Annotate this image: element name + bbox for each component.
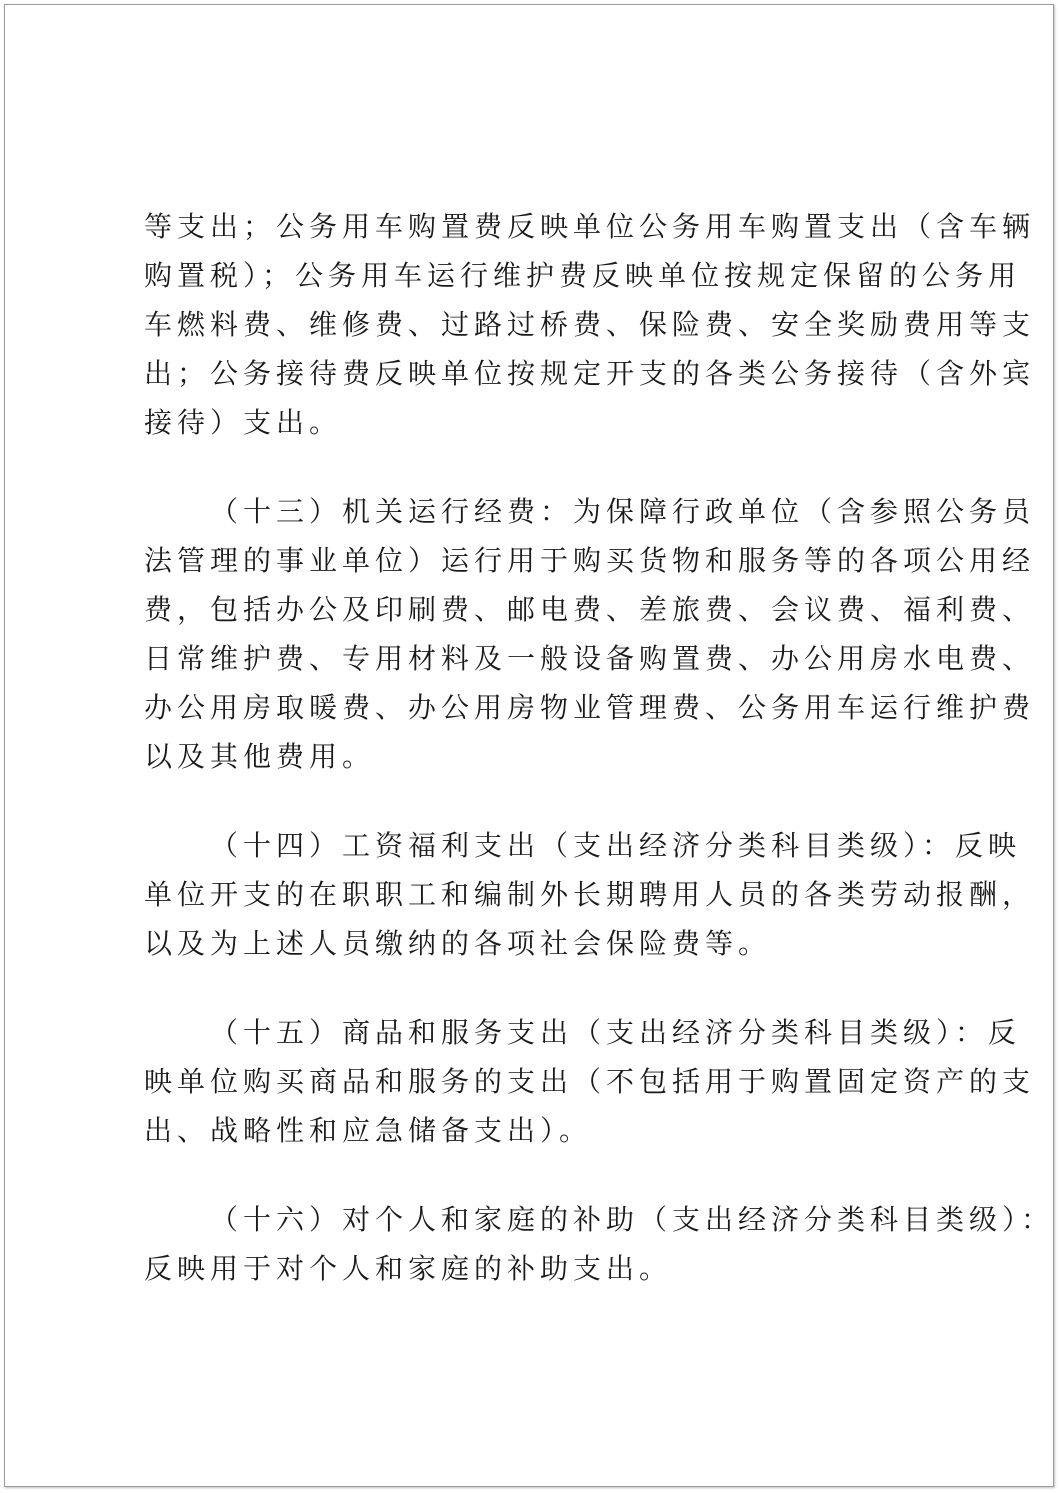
text-line: 等支出；公务用车购置费反映单位公务用车购置支出（含车辆 <box>144 210 1036 243</box>
text-line: 法管理的事业单位）运行用于购买货物和服务等的各项公用经 <box>144 544 1036 577</box>
paragraph-continuation <box>144 202 1036 447</box>
paragraph-item-16 <box>144 1195 1055 1293</box>
text-line: 映单位购买商品和服务的支出（不包括用于购置固定资产的支 <box>144 1065 1036 1098</box>
text-line: 费，包括办公及印刷费、邮电费、差旅费、会议费、福利费、 <box>144 593 1036 626</box>
text-line: 购置税）；公务用车运行维护费反映单位按规定保留的公务用 <box>144 259 1022 292</box>
text-line: 出；公务接待费反映单位按规定开支的各类公务接待（含外宾 <box>144 357 1036 390</box>
text-line: 办公用房取暖费、办公用房物业管理费、公务用车运行维护费 <box>144 691 1036 724</box>
text-line: 接待）支出。 <box>144 406 343 439</box>
document-body <box>144 202 1055 1293</box>
text-line: 单位开支的在职职工和编制外长期聘用人员的各类劳动报酬， <box>144 878 1036 911</box>
text-line: 日常维护费、专用材料及一般设备购置费、办公用房水电费、 <box>144 642 1036 675</box>
text-line: 反映用于对个人和家庭的补助支出。 <box>144 1252 673 1285</box>
text-line: 以及其他费用。 <box>144 740 376 773</box>
paragraph-item-14 <box>144 821 1036 968</box>
text-line: 以及为上述人员缴纳的各项社会保险费等。 <box>144 927 772 960</box>
text-line: （十三）机关运行经费：为保障行政单位（含参照公务员 <box>210 495 1036 528</box>
paragraph-item-15 <box>144 1008 1036 1155</box>
document-page <box>4 4 1054 1487</box>
text-line: （十五）商品和服务支出（支出经济分类科目类级）：反 <box>210 1016 1022 1049</box>
text-line: （十六）对个人和家庭的补助（支出经济分类科目类级）： <box>210 1203 1055 1236</box>
text-line: （十四）工资福利支出（支出经济分类科目类级）：反映 <box>210 829 1022 862</box>
paragraph-item-13 <box>144 487 1036 781</box>
text-line: 出、战略性和应急储备支出）。 <box>144 1114 593 1147</box>
text-line: 车燃料费、维修费、过路过桥费、保险费、安全奖励费用等支 <box>144 308 1036 341</box>
